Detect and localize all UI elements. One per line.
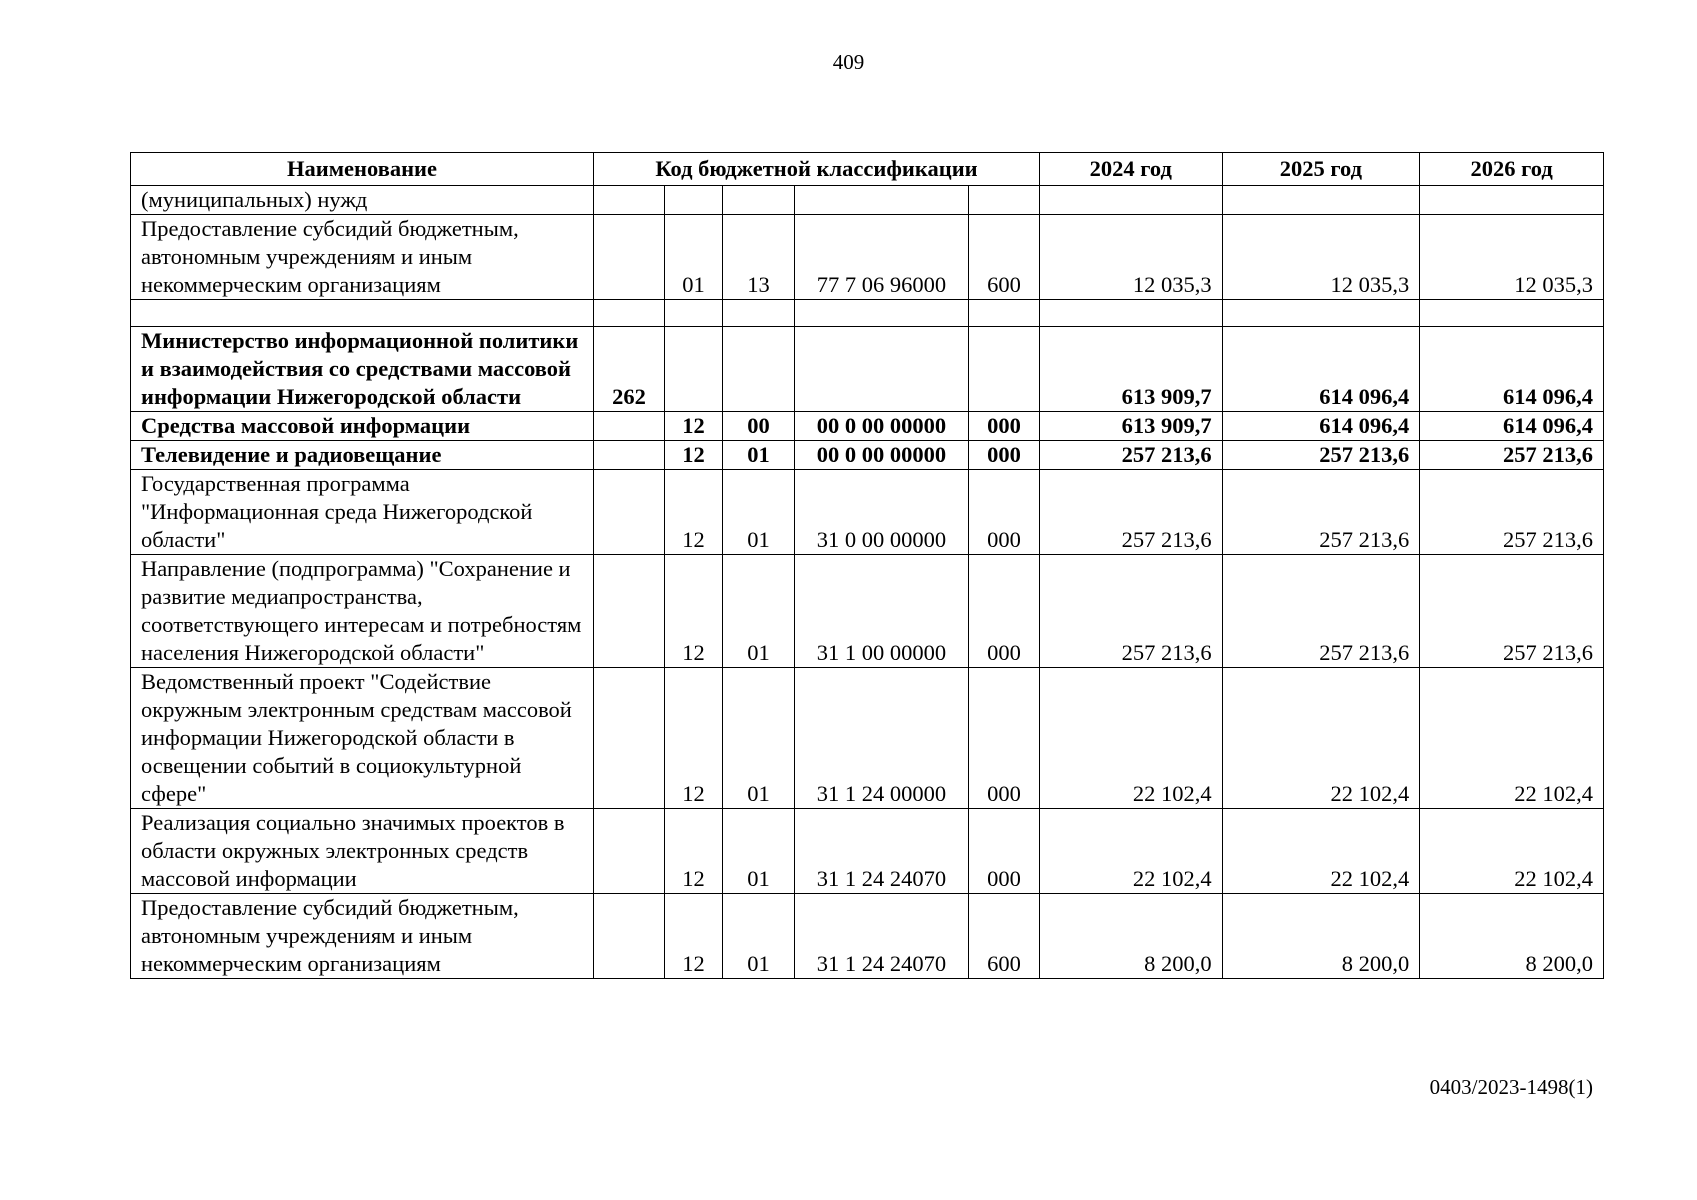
row-name: Предоставление субсидий бюджетным, автономным учреждениям и иным некоммерческим организациям xyxy=(131,894,594,979)
amount-2024: 12 035,3 xyxy=(1039,215,1222,300)
table-row xyxy=(131,215,1604,300)
code-ved xyxy=(594,668,665,809)
code-ved: 262 xyxy=(594,327,665,412)
code-section: 12 xyxy=(664,555,722,668)
amount-2026: 22 102,4 xyxy=(1420,809,1604,894)
code-expense-type: 600 xyxy=(968,894,1039,979)
table-row xyxy=(131,668,1604,809)
table-row xyxy=(131,327,1604,412)
amount-2024: 22 102,4 xyxy=(1039,668,1222,809)
amount-2024 xyxy=(1039,186,1222,215)
code-subsection: 00 xyxy=(722,412,794,441)
code-subsection: 01 xyxy=(722,555,794,668)
code-ved xyxy=(594,215,665,300)
row-name: Ведомственный проект "Содействие окружным электронным средствам массовой информации Нижегородской области в освещении событий в социокультурной сфере" xyxy=(131,668,594,809)
amount-2025: 22 102,4 xyxy=(1222,809,1420,894)
code-section: 12 xyxy=(664,412,722,441)
amount-2025: 8 200,0 xyxy=(1222,894,1420,979)
row-name: Реализация социально значимых проектов в области окружных электронных средств массовой информации xyxy=(131,809,594,894)
amount-2025: 22 102,4 xyxy=(1222,668,1420,809)
code-section xyxy=(664,300,722,327)
amount-2026 xyxy=(1420,300,1604,327)
code-section xyxy=(664,327,722,412)
document-code: 0403/2023-1498(1) xyxy=(1429,1075,1593,1099)
code-subsection xyxy=(722,300,794,327)
header-2025: 2025 год xyxy=(1222,153,1420,186)
row-name: (муниципальных) нужд xyxy=(131,186,594,215)
code-target-article: 31 1 24 24070 xyxy=(794,894,968,979)
code-subsection: 01 xyxy=(722,809,794,894)
code-ved xyxy=(594,470,665,555)
amount-2024: 257 213,6 xyxy=(1039,555,1222,668)
code-ved xyxy=(594,441,665,470)
code-section: 12 xyxy=(664,441,722,470)
code-section xyxy=(664,186,722,215)
amount-2025: 12 035,3 xyxy=(1222,215,1420,300)
table-row xyxy=(131,470,1604,555)
amount-2026: 614 096,4 xyxy=(1420,327,1604,412)
code-subsection: 01 xyxy=(722,668,794,809)
code-subsection: 01 xyxy=(722,441,794,470)
amount-2024: 8 200,0 xyxy=(1039,894,1222,979)
budget-table xyxy=(130,152,1604,979)
table-row xyxy=(131,809,1604,894)
code-section: 01 xyxy=(664,215,722,300)
amount-2026: 257 213,6 xyxy=(1420,441,1604,470)
amount-2024: 257 213,6 xyxy=(1039,441,1222,470)
code-expense-type xyxy=(968,300,1039,327)
table-row xyxy=(131,555,1604,668)
code-target-article xyxy=(794,300,968,327)
row-name: Государственная программа "Информационная среда Нижегородской области" xyxy=(131,470,594,555)
amount-2024 xyxy=(1039,300,1222,327)
code-expense-type: 000 xyxy=(968,470,1039,555)
amount-2026: 257 213,6 xyxy=(1420,555,1604,668)
code-expense-type xyxy=(968,186,1039,215)
header-2026: 2026 год xyxy=(1420,153,1604,186)
amount-2026: 12 035,3 xyxy=(1420,215,1604,300)
amount-2025: 257 213,6 xyxy=(1222,470,1420,555)
row-name: Предоставление субсидий бюджетным, автономным учреждениям и иным некоммерческим организациям xyxy=(131,215,594,300)
code-ved xyxy=(594,894,665,979)
amount-2026: 614 096,4 xyxy=(1420,412,1604,441)
amount-2025: 257 213,6 xyxy=(1222,441,1420,470)
code-expense-type: 000 xyxy=(968,412,1039,441)
code-target-article: 31 1 24 24070 xyxy=(794,809,968,894)
code-expense-type: 600 xyxy=(968,215,1039,300)
code-expense-type: 000 xyxy=(968,668,1039,809)
code-section: 12 xyxy=(664,668,722,809)
amount-2025: 257 213,6 xyxy=(1222,555,1420,668)
code-target-article: 77 7 06 96000 xyxy=(794,215,968,300)
amount-2025: 614 096,4 xyxy=(1222,412,1420,441)
code-target-article: 31 1 00 00000 xyxy=(794,555,968,668)
amount-2026: 8 200,0 xyxy=(1420,894,1604,979)
code-target-article xyxy=(794,186,968,215)
code-ved xyxy=(594,300,665,327)
code-ved xyxy=(594,555,665,668)
page-number: 409 xyxy=(832,50,865,74)
code-expense-type: 000 xyxy=(968,555,1039,668)
row-name: Министерство информационной политики и взаимодействия со средствами массовой информации Нижегородской области xyxy=(131,327,594,412)
code-target-article: 00 0 00 00000 xyxy=(794,412,968,441)
amount-2024: 613 909,7 xyxy=(1039,327,1222,412)
row-name: Средства массовой информации xyxy=(131,412,594,441)
header-name: Наименование xyxy=(131,153,594,186)
amount-2024: 22 102,4 xyxy=(1039,809,1222,894)
header-code: Код бюджетной классификации xyxy=(594,153,1040,186)
code-target-article: 00 0 00 00000 xyxy=(794,441,968,470)
amount-2025: 614 096,4 xyxy=(1222,327,1420,412)
table-header-row xyxy=(131,153,1604,186)
amount-2026 xyxy=(1420,186,1604,215)
code-target-article: 31 1 24 00000 xyxy=(794,668,968,809)
amount-2026: 257 213,6 xyxy=(1420,470,1604,555)
table-row xyxy=(131,441,1604,470)
amount-2025 xyxy=(1222,300,1420,327)
table-row xyxy=(131,412,1604,441)
code-ved xyxy=(594,186,665,215)
code-expense-type xyxy=(968,327,1039,412)
header-2024: 2024 год xyxy=(1039,153,1222,186)
code-subsection xyxy=(722,327,794,412)
code-target-article: 31 0 00 00000 xyxy=(794,470,968,555)
amount-2024: 613 909,7 xyxy=(1039,412,1222,441)
code-subsection: 13 xyxy=(722,215,794,300)
row-name: Телевидение и радиовещание xyxy=(131,441,594,470)
row-name xyxy=(131,300,594,327)
table-row xyxy=(131,186,1604,215)
code-ved xyxy=(594,412,665,441)
code-target-article xyxy=(794,327,968,412)
amount-2025 xyxy=(1222,186,1420,215)
code-section: 12 xyxy=(664,809,722,894)
code-ved xyxy=(594,809,665,894)
amount-2024: 257 213,6 xyxy=(1039,470,1222,555)
code-subsection: 01 xyxy=(722,470,794,555)
code-section: 12 xyxy=(664,894,722,979)
code-expense-type: 000 xyxy=(968,809,1039,894)
code-section: 12 xyxy=(664,470,722,555)
code-subsection: 01 xyxy=(722,894,794,979)
row-name: Направление (подпрограмма) "Сохранение и развитие медиапространства, соответствующего интересам и потребностям населения Нижегородской области" xyxy=(131,555,594,668)
table-row xyxy=(131,894,1604,979)
code-expense-type: 000 xyxy=(968,441,1039,470)
table-row xyxy=(131,300,1604,327)
amount-2026: 22 102,4 xyxy=(1420,668,1604,809)
code-subsection xyxy=(722,186,794,215)
